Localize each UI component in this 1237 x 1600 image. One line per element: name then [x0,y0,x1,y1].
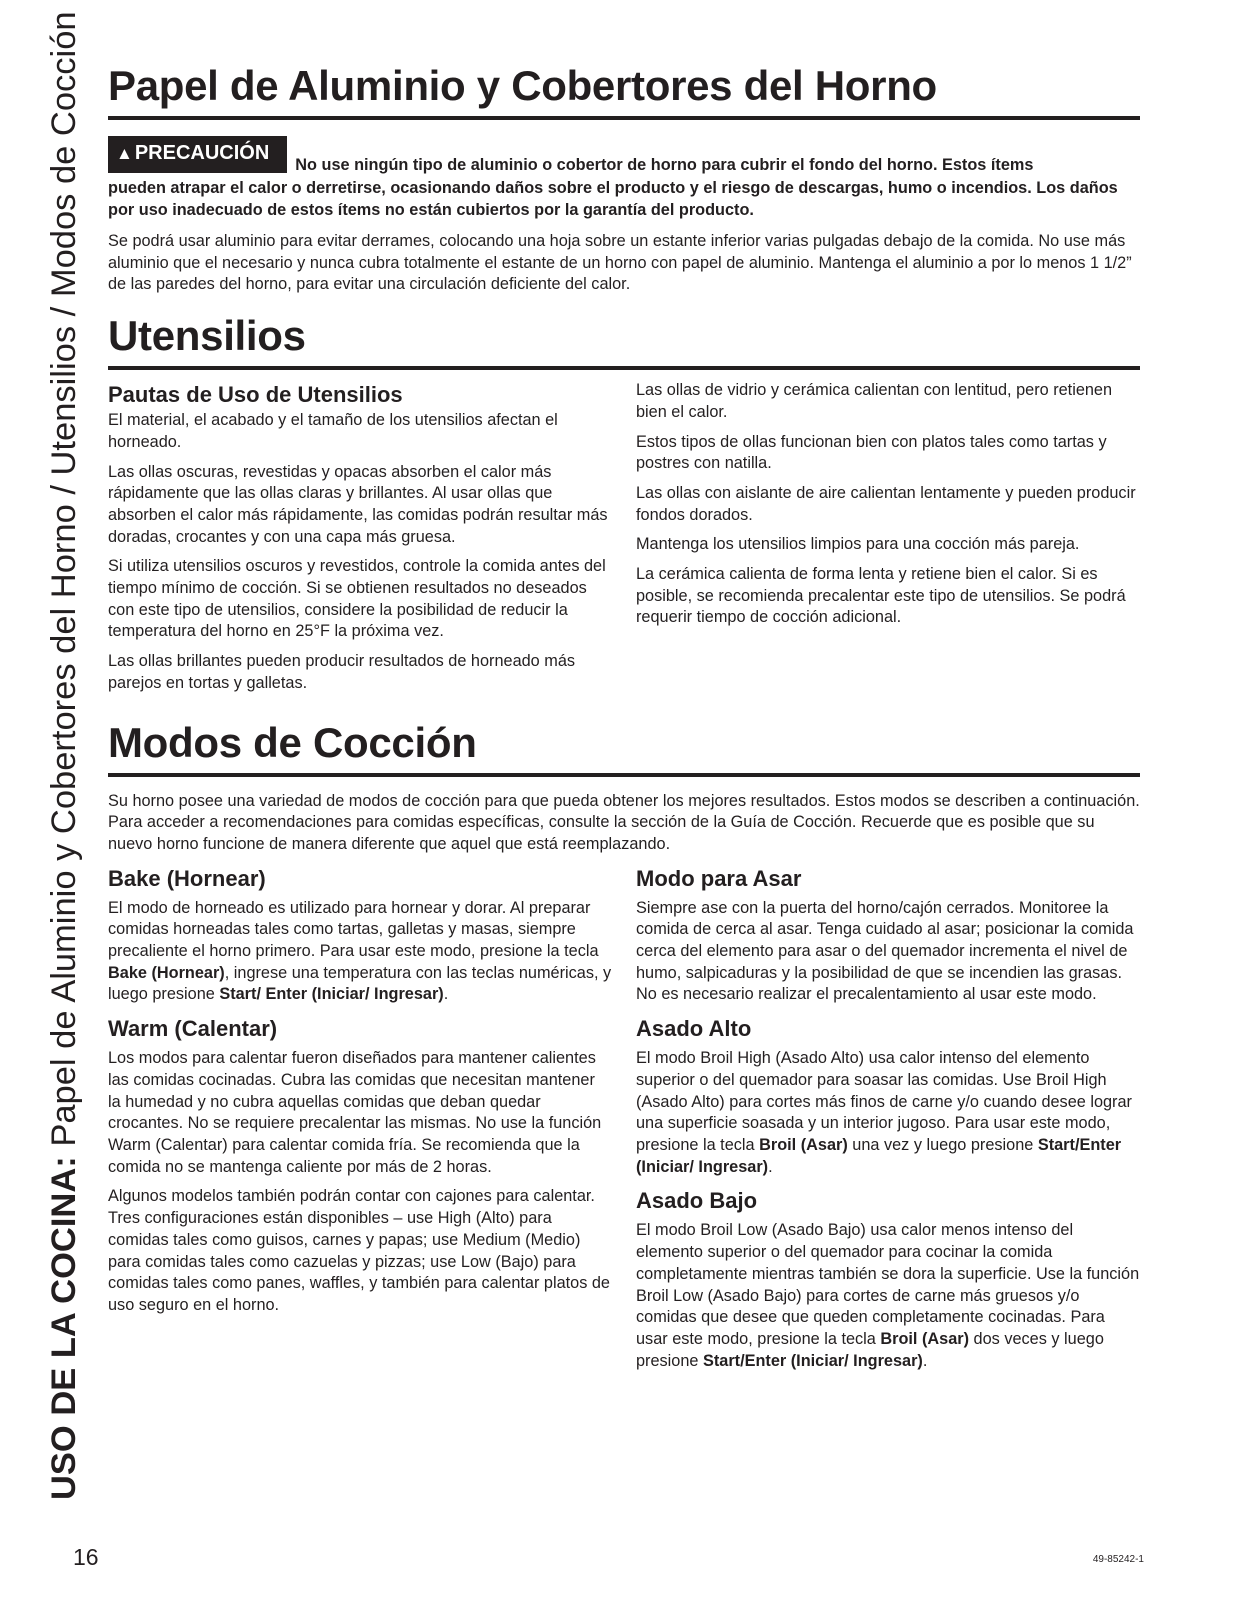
broil-heading: Modo para Asar [636,865,802,891]
foil-paragraph: Se podrá usar aluminio para evitar derrames, colocando una hoja sobre un estante inferior varias pulgadas debajo de la comida. No use más aluminio que el necesario y nunca cubra totalmente el estante de un horno con papel de aluminio. Mantenga el aluminio a por lo menos 1 1/2” de las paredes del horno, para evitar una circulación deficiente del calor. [108,232,1132,294]
broil-high-text-1: El modo Broil High (Asado Alto) usa calor intenso del elemento superior o del quemador para soasar las comidas. Use Broil High (Asado Alto) para cortes más finos de carne y/o cuando desee lograr una superficie soasada y un interior jugoso. Para usar este modo, presione la tecla [636,1049,1132,1154]
utensils-heading: Utensilios [108,310,1140,370]
bake-text-1: El modo de horneado es utilizado para hornear y dorar. Al preparar comidas horneadas tales como tartas, galletas y masas, siempre precaliente el horno primero. Para usar este modo, presione la tecla [108,898,599,961]
broil-paragraph: Siempre ase con la puerta del horno/cajón cerrados. Monitoree la comida de cerca al asar. Tenga cuidado al asar; posicionar la comida cerca del elemento para asar o del quemador incrementa el nivel de humo, salpicaduras y la posibilidad de que se incendien las grasas. No es necesario realizar el precalentamiento al usar este modo. [636,898,1134,1004]
foil-heading: Papel de Aluminio y Cobertores del Horno [108,60,1140,120]
bake-text-2: , ingrese una temperatura con las teclas numéricas, y luego presione [108,963,612,1004]
broil-key-bold: Broil (Asar) [880,1329,970,1348]
utensils-paragraph: Las ollas de vidrio y cerámica calientan con lentitud, pero retienen bien el calor. [636,381,1113,421]
modes-heading: Modos de Cocción [108,717,1140,777]
broil-low-text-3: . [922,1351,928,1370]
broil-high-paragraph [636,1048,1140,1178]
side-section-rest: Papel de Aluminio y Cobertores del Horno / Utensilios / Modos de Cocción [45,11,83,1157]
utensils-left-column [108,410,612,702]
utensils-paragraph: Las ollas oscuras, revestidas y opacas absorben el calor más rápidamente que las ollas claras y brillantes. Al usar ollas que absorben el calor más rápidamente, las comidas podrán resultar más doradas, crocantes y con una capa más gruesa. [108,462,608,546]
modes-intro: Su horno posee una variedad de modos de cocción para que pueda obtener los mejores resultados. Estos modos se describen a continuación. Para acceder a recomendaciones para comidas específicas, consulte la sección de la Guía de Cocción. Recuerde que es posible que su nuevo horno funcione de manera diferente que aquel que está reemplazando. [108,791,1140,853]
side-section-bold: USO DE LA COCINA: [45,1156,83,1500]
utensils-paragraph: Mantenga los utensilios limpios para una cocción más pareja. [636,535,1080,554]
page-number: 16 [73,1544,99,1570]
start-enter-key-bold: Start/Enter (Iniciar/ Ingresar) [702,1351,923,1370]
modes-left-column [108,864,612,1381]
warm-heading: Warm (Calentar) [108,1016,278,1042]
warm-paragraph: Algunos modelos también podrán contar con cajones para calentar. Tres configuraciones están disponibles – use High (Alto) para comidas tales como guisos, carnes y papas; use Medium (Medio) para comidas tales como cazuelas y pizzas; use Low (Bajo) para comidas tales como panes, waffles, y también para calentar platos de uso seguro en el horno. [108,1187,610,1314]
broil-high-text-3: . [768,1157,773,1176]
bake-paragraph [108,898,612,1007]
start-enter-key-bold: Start/ Enter (Iniciar/ Ingresar) [219,985,444,1004]
broil-high-text-2: una vez y luego presione [847,1135,1038,1154]
caution-badge-label: PRECAUCIÓN [134,142,270,164]
bake-heading: Bake (Hornear) [108,865,266,891]
caution-badge [108,136,287,173]
modes-right-column [636,864,1140,1381]
utensils-paragraph: Si utiliza utensilios oscuros y revestidos, controle la comida antes del tiempo mínimo de cocción. Si se obtienen resultados no deseados con este tipo de utensilios, considere la posibilidad de reducir la temperatura del horno en 25°F la próxima vez. [108,557,606,641]
broil-low-text-1: El modo Broil Low (Asado Bajo) usa calor menos intenso del elemento superior o del quemador para cocinar la comida completamente mientras también se dora la superficie. Use la función Broil Low (Asado Bajo) para cortes de carne más gruesos y/o comidas que desee que queden completamente cocinadas. Para usar este modo, presione la tecla [636,1221,1140,1348]
document-code: 49-85242-1 [1092,1554,1144,1565]
caution-text-rest: pueden atrapar el calor o derretirse, ocasionando daños sobre el producto y el riesgo de descargas, humo o incendios. Los daños por uso inadecuado de estos ítems no están cubiertos por la garantía del producto. [108,179,1118,219]
broil-low-text-2: dos veces y luego presione [636,1329,1104,1370]
side-section-tab [44,11,84,1500]
utensils-paragraph: El material, el acabado y el tamaño de los utensilios afectan el horneado. [108,411,558,451]
caution-text-first: No use ningún tipo de aluminio o cobertor de horno para cubrir el fondo del horno. Estos ítems [295,156,1034,174]
warm-paragraph: Los modos para calentar fueron diseñados para mantener calientes las comidas cocinadas. Cubra las comidas que necesitan mantener la humedad y no cubra aquellas comidas que deban quedar crocantes. No se requiere precalentar las mismas. No use la función Warm (Calentar) para calentar comida fría. Se recomienda que la comida no se mantenga caliente por más de 2 horas. [108,1049,602,1176]
broil-high-heading: Asado Alto [636,1016,752,1042]
utensils-paragraph: Las ollas con aislante de aire calientan lentamente y pueden producir fondos dorados. [636,483,1136,524]
utensils-right-column [636,380,1140,702]
warning-triangle-icon: ▲ [116,144,133,163]
bake-text-3: . [443,985,449,1004]
broil-low-heading: Asado Bajo [636,1188,758,1214]
start-enter-key-bold: Start/Enter (Iniciar/ Ingresar) [636,1135,1122,1176]
bake-key-bold: Bake (Hornear) [108,963,225,982]
utensils-subheading: Pautas de Uso de Utensilios [108,382,403,408]
utensils-paragraph: Las ollas brillantes pueden producir resultados de horneado más parejos en tortas y galletas. [108,652,576,692]
broil-key-bold: Broil (Asar) [759,1135,848,1154]
broil-low-paragraph [636,1220,1140,1372]
utensils-paragraph: Estos tipos de ollas funcionan bien con platos tales como tartas y postres con natilla. [636,432,1107,473]
page-content [108,60,1140,1380]
utensils-paragraph: La cerámica calienta de forma lenta y retiene bien el calor. Si es posible, se recomienda precalentar este tipo de utensilios. Se podrá requerir tiempo de cocción adicional. [636,565,1126,627]
caution-block [108,136,1140,221]
modes-columns [108,864,1140,1381]
